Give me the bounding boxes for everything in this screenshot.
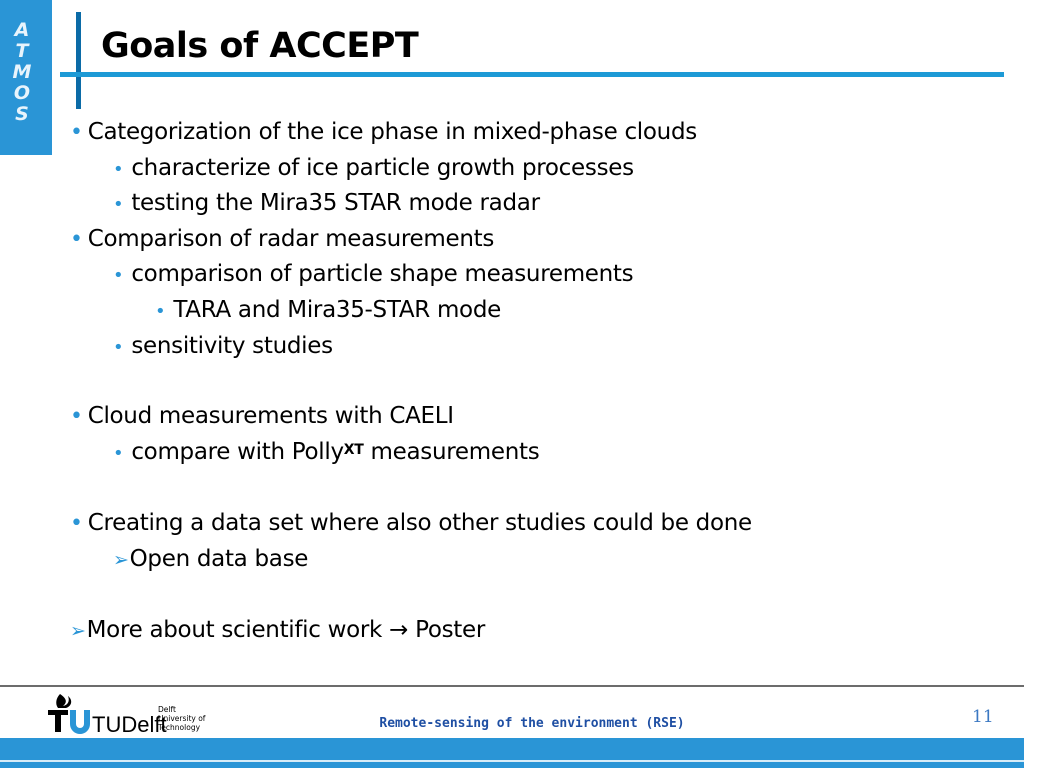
bullet-text: characterize of ice particle growth processes (131, 155, 634, 181)
atmos-letter: S (15, 103, 29, 125)
bullet-item (70, 401, 454, 432)
bullet-text: More about scientific work → Poster (86, 617, 486, 643)
sub-bullet-item (113, 188, 540, 220)
bullet-dot-icon: • (113, 443, 124, 464)
bullet-text: comparison of particle shape measurements (131, 261, 634, 287)
sub-bullet-item (113, 153, 634, 185)
footer-stripe (0, 760, 1024, 762)
footer-band (0, 738, 1024, 768)
bullet-item (70, 615, 485, 646)
bullet-text: Categorization of the ice phase in mixed-phase clouds (87, 119, 697, 145)
bullet-item (70, 508, 752, 539)
logo-line: Technology (158, 723, 201, 732)
atmos-letter: A (14, 19, 30, 41)
sub-bullet-item (113, 437, 539, 469)
bullet-dot-icon: • (113, 194, 124, 215)
tudelft-logo-name: TUDelft (92, 712, 167, 737)
bullet-text: testing the Mira35 STAR mode radar (131, 190, 540, 216)
atmos-letter: M (12, 61, 32, 83)
bullet-item (70, 117, 697, 148)
atmos-letter: T (15, 40, 29, 62)
bullet-text: Open data base (129, 546, 309, 572)
atmos-letter: O (13, 82, 31, 104)
title-vertical-bar (76, 12, 81, 109)
logo-line: University of (158, 714, 206, 723)
bullet-dot-icon: • (155, 301, 166, 322)
arrow-bullet-icon: ➢ (70, 620, 86, 642)
sub-bullet-item (113, 544, 308, 575)
bullet-text: Creating a data set where also other studies could be done (87, 510, 752, 536)
atmos-side-tab (0, 0, 52, 155)
bullet-dot-icon: • (70, 120, 83, 145)
bullet-dot-icon: • (113, 159, 124, 180)
bullet-text: TARA and Mira35-STAR mode (173, 297, 501, 323)
page-number: 11 (972, 707, 994, 727)
logo-line: Delft (158, 705, 176, 714)
bullet-item (70, 224, 494, 255)
arrow-bullet-icon: ➢ (113, 549, 129, 571)
atmos-letters (0, 20, 44, 125)
sub-sub-bullet-item (155, 295, 501, 327)
bullet-dot-icon: • (113, 265, 124, 286)
sub-bullet-item (113, 259, 633, 291)
slide-title: Goals of ACCEPT (101, 26, 419, 66)
bullet-text: measurements (363, 439, 540, 465)
sub-bullet-item (113, 331, 333, 363)
title-underline-bar (60, 72, 1004, 77)
bullet-text: sensitivity studies (131, 333, 333, 359)
bullet-text: Comparison of radar measurements (87, 226, 495, 252)
bullet-dot-icon: • (113, 337, 124, 358)
bullet-dot-icon: • (70, 227, 83, 252)
bullet-text: Cloud measurements with CAELI (87, 403, 454, 429)
bullet-dot-icon: • (70, 511, 83, 536)
bullet-dot-icon: • (70, 404, 83, 429)
footer-title: Remote-sensing of the environment (RSE) (379, 716, 685, 731)
footer-divider (0, 685, 1024, 687)
superscript-xt: XT (343, 442, 364, 458)
bullet-text: compare with Polly (131, 439, 344, 465)
